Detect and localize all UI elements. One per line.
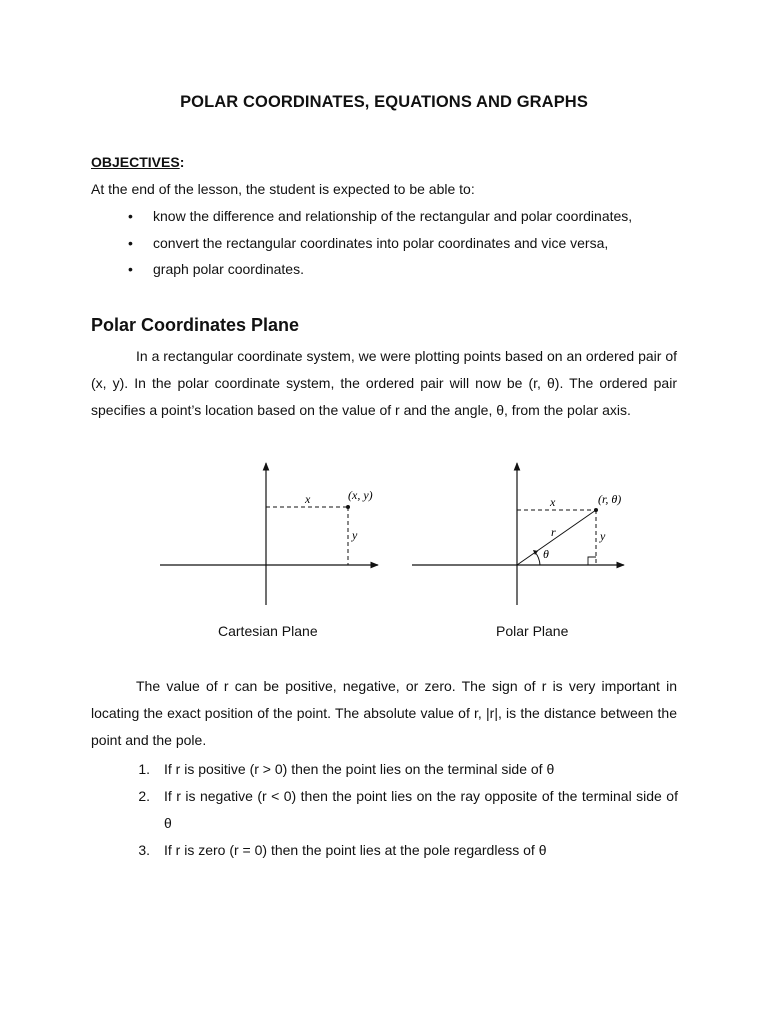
- r-sign-rules-list: [128, 756, 678, 864]
- r-value-paragraph: The value of r can be positive, negative, or zero. The sign of r is very important in locating the exact position of the point. The absolute value of r, |r|, is the distance between the point and the pole.: [91, 678, 677, 748]
- rule-number: 1.: [138, 761, 150, 777]
- polar-right-angle: [588, 557, 596, 565]
- section-title: Polar Coordinates Plane: [91, 315, 300, 335]
- page-title: POLAR COORDINATES, EQUATIONS AND GRAPHS: [180, 93, 588, 111]
- polar-radius-line: [517, 510, 596, 565]
- cartesian-y-label: y: [352, 528, 358, 542]
- rule-number: 2.: [138, 788, 150, 804]
- rule-text: If r is negative (r < 0) then the point lies on the ray opposite of the terminal side of θ: [164, 788, 678, 831]
- cartesian-point-label: (x, y): [348, 488, 373, 502]
- rule-item: [128, 783, 678, 837]
- rule-text: If r is positive (r > 0) then the point lies on the terminal side of θ: [164, 761, 555, 777]
- objectives-heading: [91, 154, 184, 170]
- coordinate-diagrams: [150, 455, 640, 615]
- objectives-heading-text: OBJECTIVES: [91, 154, 180, 170]
- rule-item: [128, 756, 678, 783]
- polar-r-label: r: [551, 525, 556, 539]
- cartesian-diagram: [160, 463, 378, 605]
- polar-diagram: [412, 463, 624, 605]
- rule-number: 3.: [138, 842, 150, 858]
- objective-item: • know the difference and relationship of the rectangular and polar coordinates,: [128, 208, 632, 235]
- objective-item: • graph polar coordinates.: [128, 261, 632, 288]
- objectives-intro: At the end of the lesson, the student is expected to be able to:: [91, 181, 475, 197]
- polar-theta-label: θ: [543, 547, 549, 561]
- objectives-list: [128, 208, 632, 288]
- cartesian-x-label: x: [305, 492, 311, 506]
- intro-paragraph: In a rectangular coordinate system, we were plotting points based on an ordered pair of (x, y). In the polar coordinate system, the ordered pair will now be (r, θ). The ordered pair specifies a point’s location based on the value of r and the angle, θ, from the polar axis.: [91, 348, 677, 418]
- polar-x-label: x: [550, 495, 556, 509]
- objective-item: • convert the rectangular coordinates into polar coordinates and vice versa,: [128, 235, 632, 262]
- rule-item: [128, 837, 678, 864]
- polar-point-label: (r, θ): [598, 492, 622, 506]
- cartesian-caption: Cartesian Plane: [218, 623, 318, 639]
- cartesian-point: [346, 505, 350, 509]
- polar-y-label: y: [600, 529, 606, 543]
- rule-text: If r is zero (r = 0) then the point lies at the pole regardless of θ: [164, 842, 547, 858]
- objectives-heading-colon: :: [179, 154, 185, 170]
- polar-caption: Polar Plane: [496, 623, 569, 639]
- polar-point: [594, 508, 598, 512]
